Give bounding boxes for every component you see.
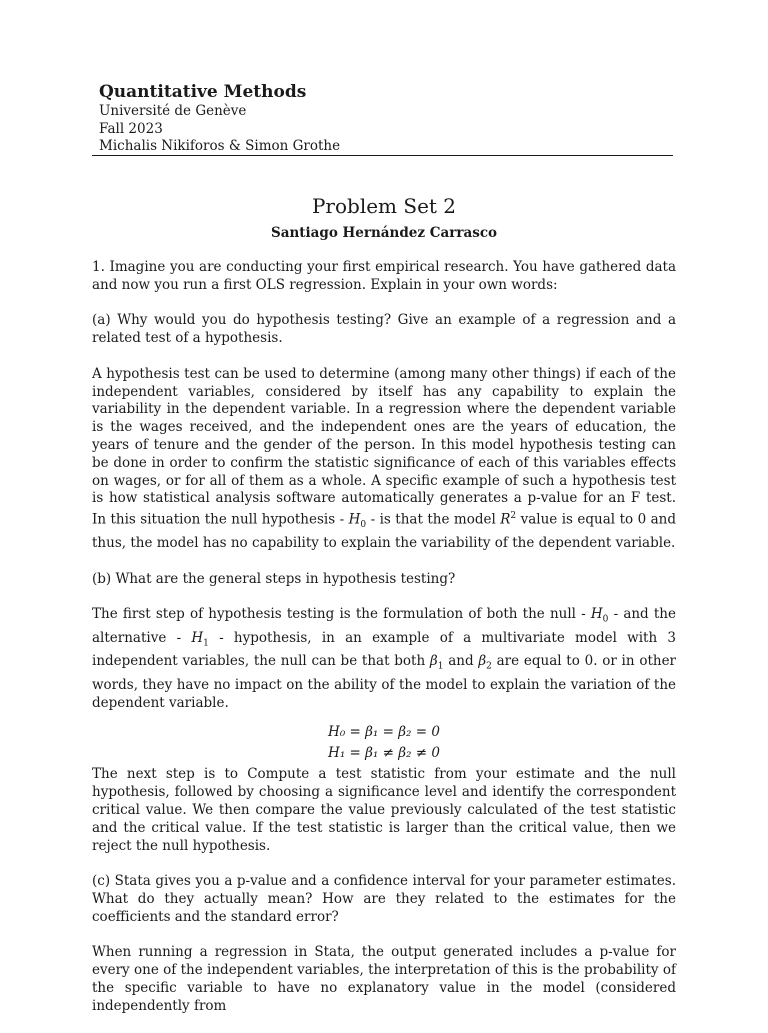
answer-1b-next: The next step is to Compute a test statistic from your estimate and the null hypothesis, followed by choosing a significance level and identify the correspondent critical value. We then compare the value previously calculated of the test statistic and the critical value. If the test statistic is larger than the critical value, then we reject the null hypothesis.: [92, 766, 676, 854]
math-h: H: [590, 606, 603, 623]
question-1c: (c) Stata gives you a p-value and a confidence interval for your parameter estimates. What do they actually mean? How are they related to the estimates for the coefficients and the standard error?: [92, 873, 676, 925]
course-header: [99, 81, 672, 156]
math-sub: 1: [203, 638, 209, 649]
document-body: [92, 259, 676, 1033]
answer-1b: [92, 606, 676, 712]
answer-1a-text-2: - is that the model: [366, 511, 501, 528]
math-sub: 0: [602, 615, 609, 626]
equation-block: [92, 722, 676, 764]
math-beta: β: [478, 653, 487, 670]
answer-1b-text-2: - and the alternative -: [92, 606, 676, 646]
math-h: H: [191, 629, 204, 646]
math-h: H: [348, 511, 361, 528]
question-1b: (b) What are the general steps in hypothesis testing?: [92, 570, 456, 587]
instructors: Michalis Nikiforos & Simon Grothe: [99, 138, 341, 154]
answer-1b-text-1: The first step of hypothesis testing is the formulation of both the null -: [92, 606, 591, 623]
page-title: Problem Set 2: [311, 194, 457, 218]
math-sub: 1: [437, 661, 444, 672]
term: Fall 2023: [99, 120, 163, 137]
math-beta: β: [429, 653, 438, 670]
question-1-intro: 1. Imagine you are conducting your first empirical research. You have gathered data and now you run a first OLS regression. Explain in your own words:: [92, 259, 676, 293]
math-sub: 0: [360, 520, 367, 531]
math-sup: 2: [510, 511, 517, 522]
equation-alternative: H₁ = β₁ ≠ β₂ ≠ 0: [328, 745, 440, 762]
answer-1b-text-4: and: [443, 653, 479, 670]
math-sub: 2: [486, 661, 492, 672]
answer-1a-text-3: value is equal to 0 and thus, the model has no capability to explain the variability of the dependent variable.: [92, 511, 676, 552]
equation-null: H₀ = β₁ = β₂ = 0: [328, 724, 440, 741]
header-divider: [92, 155, 673, 156]
answer-1c: When running a regression in Stata, the output generated includes a p-value for every one of the independent variables, the interpretation of this is the probability of the specific variable to have no explanatory value in the model (considered independently from: [92, 944, 676, 1014]
university-name: Université de Genève: [99, 103, 247, 119]
answer-1a-text-1: A hypothesis test can be used to determine (among many other things) if each of the independent variables, considered by itself has any capability to explain the variability in the dependent variable. In a regression where the dependent variable is the wages received, and the independent ones are the years of education, the years of tenure and the gender of the person. In this model hypothesis testing can be done in order to confirm the statistic significance of each of this variables effects on wages, or for all of them as a whole. A specific example of such a hypothesis test is how statistical analysis software automatically generates a p-value for an F test. In this situation the null hypothesis -: [92, 365, 676, 528]
answer-1b-text-3: - hypothesis, in an example of a multivariate model with 3 independent variables, the null can be that both: [92, 629, 676, 670]
author-name: Santiago Hernández Carrasco: [270, 225, 498, 241]
course-title: Quantitative Methods: [99, 82, 307, 102]
question-1a: (a) Why would you do hypothesis testing? Give an example of a regression and a related test of a hypothesis.: [92, 312, 676, 347]
answer-1b-text-5: are equal to 0. or in other words, they have no impact on the ability of the model to explain the variation of the dependent variable.: [92, 653, 677, 711]
math-r: R: [500, 511, 511, 528]
answer-1a: [92, 366, 676, 553]
